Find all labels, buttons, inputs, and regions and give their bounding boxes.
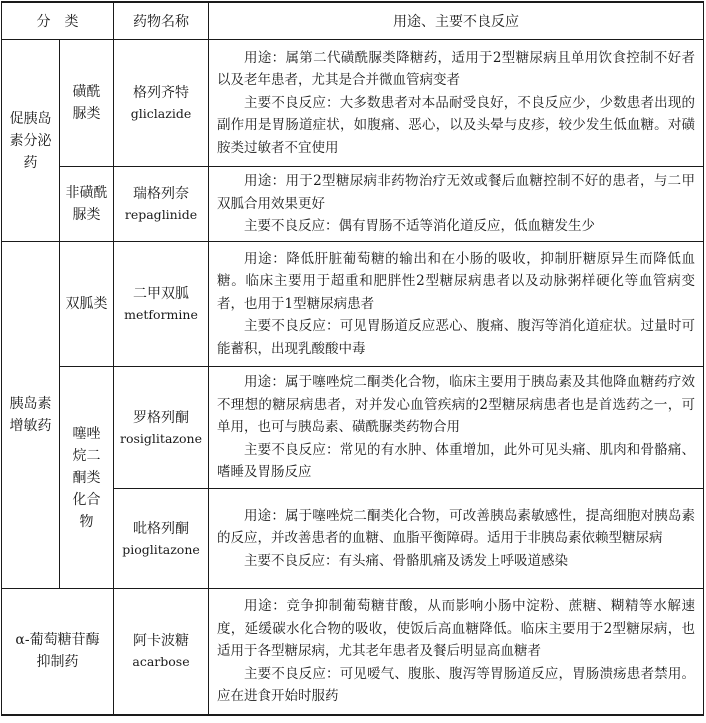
drug-name-cell (114, 589, 209, 715)
usage-cell (209, 40, 704, 167)
drug-name-en: gliclazide (130, 106, 192, 121)
drug-name-cell (114, 40, 209, 167)
drug-name-cell (114, 167, 209, 242)
table-row (2, 242, 704, 367)
usage-text: 用途：用于2型糖尿病非药物治疗无效或餐后血糖控制不好的患者，与二甲双胍合用效果更好 (217, 173, 695, 212)
header-row (2, 2, 704, 40)
drug-name-cn: 格列齐特 (133, 85, 189, 101)
usage-text: 用途：属于噻唑烷二酮类化合物，临床主要用于胰岛素及其他降血糖药疗效不理想的糖尿病患者，对并发心血管疾病的2型糖尿病患者也是首选药之一，可单用，也可与胰岛素、磺酰脲类药物合用 (217, 374, 695, 436)
usage-cell (209, 489, 704, 589)
usage-cell (209, 589, 704, 715)
usage-cell (209, 242, 704, 367)
header-usage: 用途、主要不良反应 (209, 2, 704, 40)
usage-cell (209, 167, 704, 242)
drug-name-cn: 二甲双胍 (133, 286, 189, 302)
drug-name-cell (114, 367, 209, 489)
usage-text: 用途：属于噻唑烷二酮类化合物，可改善胰岛素敏感性，提高细胞对胰岛素的反应，并改善患者的血糖、血脂平衡障碍。适用于非胰岛素依赖型糖尿病 (217, 507, 695, 547)
adverse-text: 主要不良反应：可见嗳气、腹胀、腹泻等胃肠道反应，胃肠溃疡患者禁用。应在进食开始时服药 (217, 665, 695, 704)
adverse-text: 主要不良反应：偶有胃肠不适等消化道反应，低血糖发生少 (244, 218, 595, 235)
drug-name-cn: 阿卡波糖 (133, 633, 189, 650)
header-category: 分 类 (2, 2, 114, 40)
drug-name-en: rosiglitazone (120, 430, 202, 446)
adverse-text: 主要不良反应：有头痛、骨骼肌痛及诱发上呼吸道感染 (244, 552, 568, 569)
category-sensitizers: 胰岛素增敏药 (2, 242, 60, 589)
usage-text: 用途：属第二代磺酰脲类降糖药，适用于2型糖尿病且单用饮食控制不好者以及老年患者，尤其是合并微血管病变者 (217, 49, 695, 89)
table-row (2, 167, 704, 242)
drug-name-cn: 吡格列酮 (133, 520, 189, 537)
drug-name-cell (114, 489, 209, 589)
drug-name-en: acarbose (132, 654, 190, 670)
subcategory-sulfonylureas: 磺酰脲类 (60, 40, 114, 167)
table-row (2, 589, 704, 715)
table-row (2, 40, 704, 167)
subcategory-biguanides: 双胍类 (60, 242, 114, 367)
subcategory-non-sulfonylureas: 非磺酰脲类 (60, 167, 114, 242)
usage-text: 用途：竞争抑制葡萄糖苷酸，从而影响小肠中淀粉、蔗糖、糊精等水解速度，延缓碳水化合物的吸收，使饭后高血糖降低。临床主要用于2型糖尿病，也适用于各型糖尿病，尤其老年患者及餐后明显高血糖者 (217, 598, 695, 659)
drug-name-en: metformine (124, 307, 198, 322)
drug-name-en: repaglinide (124, 207, 198, 222)
adverse-text: 主要不良反应：常见的有水肿、体重增加，此外可见头痛、肌肉和骨骼痛、嗜睡及胃肠反应 (217, 441, 695, 481)
category-secretagogues: 促胰岛素分泌药 (2, 40, 60, 242)
drug-name-cn: 罗格列酮 (133, 409, 189, 426)
drug-name-en: pioglitazone (122, 541, 200, 557)
usage-cell (209, 367, 704, 489)
drug-table (1, 1, 704, 716)
category-alpha-glucosidase: α-葡萄糖苷酶抑制药 (2, 589, 114, 715)
drug-name-cn: 瑞格列奈 (133, 186, 189, 202)
adverse-text: 主要不良反应：可见胃肠道反应恶心、腹痛、腹泻等消化道症状。过量时可能蓄积，出现乳酸酸中毒 (217, 318, 695, 357)
usage-text: 用途：降低肝脏葡萄糖的输出和在小肠的吸收，抑制肝糖原异生而降低血糖。临床主要用于超重和肥胖性2型糖尿病患者以及动脉粥样硬化等血管病变者，也用于1型糖尿病患者 (217, 250, 695, 312)
table-row (2, 367, 704, 489)
adverse-text: 主要不良反应：大多数患者对本品耐受良好，不良反应少，少数患者出现的副作用是胃肠道症状，如腹痛、恶心，以及头晕与皮疹，较少发生低血糖。对磺胺类过敏者不宜使用 (217, 94, 695, 156)
drug-name-cell (114, 242, 209, 367)
header-drug-name: 药物名称 (114, 2, 209, 40)
subcategory-thiazolidinediones: 噻唑烷二酮类化合物 (60, 367, 114, 589)
